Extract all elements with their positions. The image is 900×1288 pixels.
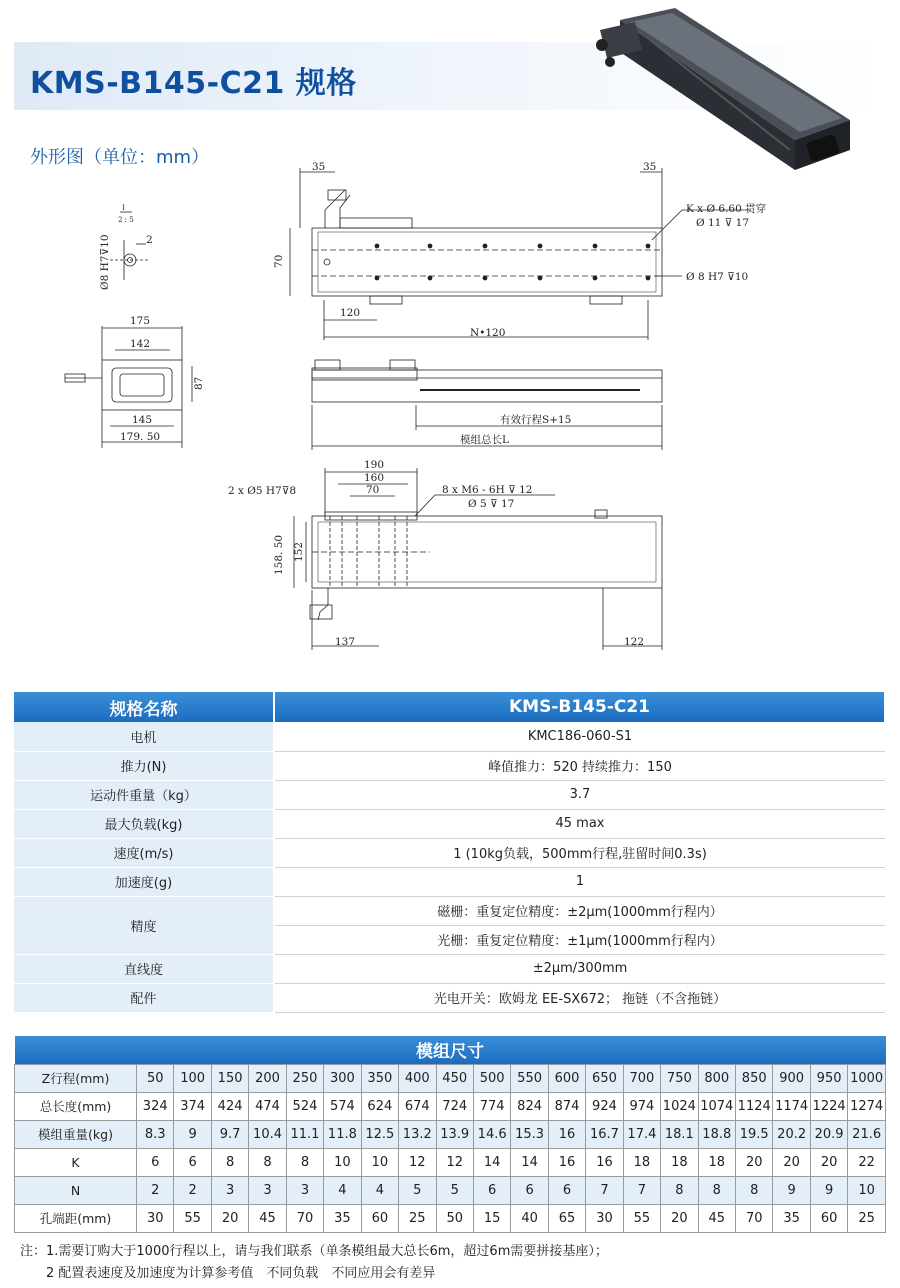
table-row xyxy=(14,751,885,780)
table-row xyxy=(14,722,885,751)
dimension-row-label: K xyxy=(15,1148,137,1176)
dimension-cell: 874 xyxy=(548,1092,585,1120)
spec-header-model: KMS-B145-C21 xyxy=(274,692,885,722)
dimension-cell: 20 xyxy=(661,1204,698,1232)
dimension-cell: 950 xyxy=(810,1064,847,1092)
dimension-cell: 8 xyxy=(736,1176,773,1204)
table-row xyxy=(14,954,885,983)
dim-158-50: 158. 50 xyxy=(273,534,285,575)
pin-note: Ø 8 H7 ⊽10 xyxy=(686,271,749,283)
dimension-cell: 50 xyxy=(436,1204,473,1232)
dimension-cell: 10 xyxy=(361,1148,398,1176)
dim-179-50: 179. 50 xyxy=(120,431,161,443)
dimension-cell: 150 xyxy=(211,1064,248,1092)
dimension-cell: 70 xyxy=(736,1204,773,1232)
detail-scale-top: I xyxy=(122,204,125,212)
dimension-cell: 14 xyxy=(473,1148,510,1176)
dimension-cell: 4 xyxy=(324,1176,361,1204)
dim-35-left: 35 xyxy=(312,161,326,173)
dimension-cell: 250 xyxy=(286,1064,323,1092)
dimension-cell: 9 xyxy=(174,1120,211,1148)
dimension-table-header xyxy=(15,1036,886,1064)
spec-label: 电机 xyxy=(14,722,274,751)
dimension-cell: 1274 xyxy=(848,1092,886,1120)
dimension-cell: 65 xyxy=(548,1204,585,1232)
dimension-cell: 100 xyxy=(174,1064,211,1092)
dimension-cell: 20 xyxy=(773,1148,810,1176)
dimension-cell: 5 xyxy=(436,1176,473,1204)
dimension-table-title: 模组尺寸 xyxy=(15,1036,886,1064)
dimension-cell: 16 xyxy=(548,1120,585,1148)
dimension-cell: 60 xyxy=(361,1204,398,1232)
dimension-cell: 18.1 xyxy=(661,1120,698,1148)
dimension-row-label: Z行程(mm) xyxy=(15,1064,137,1092)
hole-note-1: K x Ø 6.60 贯穿 xyxy=(686,203,767,215)
dimension-cell: 1000 xyxy=(848,1064,886,1092)
spec-value: 峰值推力：520 持续推力：150 xyxy=(274,751,885,780)
dim-137: 137 xyxy=(335,636,356,648)
dimension-cell: 50 xyxy=(137,1064,174,1092)
dimension-cell: 1124 xyxy=(736,1092,773,1120)
dimension-cell: 474 xyxy=(249,1092,286,1120)
dimension-cell: 574 xyxy=(324,1092,361,1120)
dimension-cell: 12 xyxy=(399,1148,436,1176)
dimension-cell: 900 xyxy=(773,1064,810,1092)
stroke-label: 有效行程S+15 xyxy=(500,414,572,426)
dimension-cell: 724 xyxy=(436,1092,473,1120)
dimension-cell: 25 xyxy=(399,1204,436,1232)
dimension-cell: 15.3 xyxy=(511,1120,548,1148)
spec-value: 3.7 xyxy=(274,780,885,809)
spec-label: 推力(N) xyxy=(14,751,274,780)
dimension-cell: 16 xyxy=(548,1148,585,1176)
dimension-cell: 55 xyxy=(623,1204,660,1232)
dimension-cell: 400 xyxy=(399,1064,436,1092)
spec-label: 运动件重量（kg） xyxy=(14,780,274,809)
dim-35-right: 35 xyxy=(643,161,657,173)
dimension-cell: 16.7 xyxy=(586,1120,623,1148)
dimension-cell: 21.6 xyxy=(848,1120,886,1148)
dimension-cell: 1024 xyxy=(661,1092,698,1120)
dimension-cell: 324 xyxy=(137,1092,174,1120)
dimension-cell: 10.4 xyxy=(249,1120,286,1148)
thread-note-1: 8 x M6 - 6H ⊽ 12 xyxy=(442,484,533,496)
dim-160: 160 xyxy=(364,472,385,484)
dimension-cell: 30 xyxy=(137,1204,174,1232)
dimension-cell: 45 xyxy=(249,1204,286,1232)
pin-note-2: 2 x Ø5 H7⊽8 xyxy=(228,485,297,497)
spec-value-precision-2: 光栅：重复定位精度：±1μm(1000mm行程内） xyxy=(274,925,885,954)
spec-table-header xyxy=(14,692,885,722)
table-row xyxy=(15,1176,886,1204)
table-row xyxy=(15,1120,886,1148)
dimension-cell: 924 xyxy=(586,1092,623,1120)
dimension-cell: 800 xyxy=(698,1064,735,1092)
dimension-cell: 16 xyxy=(586,1148,623,1176)
dimension-row-label: 模组重量(kg) xyxy=(15,1120,137,1148)
dimension-cell: 750 xyxy=(661,1064,698,1092)
dimension-cell: 13.2 xyxy=(399,1120,436,1148)
dimension-cell: 350 xyxy=(361,1064,398,1092)
spec-label-precision: 精度 xyxy=(14,896,274,954)
dimension-cell: 450 xyxy=(436,1064,473,1092)
dimension-row-label: N xyxy=(15,1176,137,1204)
dimension-cell: 3 xyxy=(249,1176,286,1204)
dimension-cell: 974 xyxy=(623,1092,660,1120)
spec-label: 加速度(g) xyxy=(14,867,274,896)
dimension-cell: 20 xyxy=(211,1204,248,1232)
dim-70: 70 xyxy=(273,254,285,268)
dimension-cell: 45 xyxy=(698,1204,735,1232)
note-1: 注：1.需要订购大于1000行程以上，请与我们联系（单条模组最大总长6m，超过6m需要拼接基座）； xyxy=(20,1244,608,1259)
dimension-cell: 550 xyxy=(511,1064,548,1092)
dimension-cell: 2 xyxy=(137,1176,174,1204)
spec-value: 1 xyxy=(274,867,885,896)
dimension-cell: 674 xyxy=(399,1092,436,1120)
dimension-cell: 35 xyxy=(324,1204,361,1232)
dimension-cell: 8 xyxy=(286,1148,323,1176)
dimension-cell: 70 xyxy=(286,1204,323,1232)
dimension-cell: 20.9 xyxy=(810,1120,847,1148)
dimension-cell: 5 xyxy=(399,1176,436,1204)
dimension-cell: 7 xyxy=(586,1176,623,1204)
dimension-cell: 9 xyxy=(810,1176,847,1204)
dimension-cell: 500 xyxy=(473,1064,510,1092)
technical-drawing xyxy=(50,150,850,670)
detail-dim-2: 2 xyxy=(146,234,153,246)
dimension-cell: 6 xyxy=(137,1148,174,1176)
spec-label: 速度(m/s) xyxy=(14,838,274,867)
dimension-cell: 35 xyxy=(773,1204,810,1232)
dimension-cell: 300 xyxy=(324,1064,361,1092)
dimension-cell: 19.5 xyxy=(736,1120,773,1148)
dim-87: 87 xyxy=(193,376,205,390)
dimension-cell: 1224 xyxy=(810,1092,847,1120)
dimension-cell: 700 xyxy=(623,1064,660,1092)
drawing-subtitle: 外形图（单位：mm） xyxy=(30,147,210,168)
dimension-cell: 2 xyxy=(174,1176,211,1204)
dimension-cell: 8 xyxy=(249,1148,286,1176)
table-row xyxy=(14,780,885,809)
dimension-cell: 14 xyxy=(511,1148,548,1176)
dimension-cell: 15 xyxy=(473,1204,510,1232)
total-length-label: 模组总长L xyxy=(460,434,509,446)
dimension-cell: 13.9 xyxy=(436,1120,473,1148)
dim-145: 145 xyxy=(132,414,153,426)
dimension-cell: 40 xyxy=(511,1204,548,1232)
dimension-table xyxy=(14,1036,886,1233)
table-row xyxy=(14,867,885,896)
spec-value: 光电开关：欧姆龙 EE-SX672； 拖链（不含拖链） xyxy=(274,983,885,1012)
dimension-cell: 11.1 xyxy=(286,1120,323,1148)
dimension-cell: 824 xyxy=(511,1092,548,1120)
hole-note-2: Ø 11 ⊽ 17 xyxy=(696,217,750,229)
dimension-cell: 650 xyxy=(586,1064,623,1092)
spec-value: ±2μm/300mm xyxy=(274,954,885,983)
dimension-cell: 30 xyxy=(586,1204,623,1232)
dimension-cell: 18 xyxy=(661,1148,698,1176)
dimension-cell: 4 xyxy=(361,1176,398,1204)
dimension-cell: 7 xyxy=(623,1176,660,1204)
dimension-cell: 424 xyxy=(211,1092,248,1120)
dimension-cell: 200 xyxy=(249,1064,286,1092)
dimension-cell: 12 xyxy=(436,1148,473,1176)
dimension-cell: 8 xyxy=(211,1148,248,1176)
dimension-cell: 6 xyxy=(473,1176,510,1204)
dimension-cell: 20.2 xyxy=(773,1120,810,1148)
dimension-cell: 22 xyxy=(848,1148,886,1176)
dimension-cell: 18 xyxy=(623,1148,660,1176)
dimension-cell: 374 xyxy=(174,1092,211,1120)
spec-label: 直线度 xyxy=(14,954,274,983)
dimension-cell: 20 xyxy=(810,1148,847,1176)
spec-value: KMC186-060-S1 xyxy=(274,722,885,751)
table-row xyxy=(14,809,885,838)
spec-value: 45 max xyxy=(274,809,885,838)
dimension-cell: 3 xyxy=(286,1176,323,1204)
dimension-cell: 850 xyxy=(736,1064,773,1092)
dimension-cell: 8 xyxy=(661,1176,698,1204)
dimension-cell: 25 xyxy=(848,1204,886,1232)
dimension-cell: 12.5 xyxy=(361,1120,398,1148)
dimension-cell: 18.8 xyxy=(698,1120,735,1148)
dim-70b: 70 xyxy=(366,484,380,496)
dimension-cell: 9.7 xyxy=(211,1120,248,1148)
dim-120: 120 xyxy=(340,307,361,319)
end-view xyxy=(65,326,192,448)
spec-label: 配件 xyxy=(14,983,274,1012)
dimension-cell: 60 xyxy=(810,1204,847,1232)
page-title: KMS-B145-C21 规格 xyxy=(30,66,357,101)
dimension-cell: 8 xyxy=(698,1176,735,1204)
dimension-cell: 55 xyxy=(174,1204,211,1232)
dimension-cell: 624 xyxy=(361,1092,398,1120)
thread-note-2: Ø 5 ⊽ 17 xyxy=(468,498,515,510)
table-row xyxy=(14,896,885,925)
spec-value: 1 (10kg负载，500mm行程,驻留时间0.3s) xyxy=(274,838,885,867)
spec-label: 最大负载(kg) xyxy=(14,809,274,838)
table-row xyxy=(15,1064,886,1092)
dimension-cell: 8.3 xyxy=(137,1120,174,1148)
dim-122: 122 xyxy=(624,636,645,648)
dimension-cell: 1174 xyxy=(773,1092,810,1120)
detail-scale-bottom: 2 : 5 xyxy=(118,216,134,224)
note-2: 2 配置表速度及加速度为计算参考值 不同负载 不同应用会有差异 xyxy=(46,1266,436,1281)
table-row xyxy=(15,1092,886,1120)
dimension-cell: 10 xyxy=(324,1148,361,1176)
spec-table xyxy=(14,692,886,1013)
dimension-cell: 9 xyxy=(773,1176,810,1204)
dim-142: 142 xyxy=(130,338,151,350)
table-row xyxy=(15,1204,886,1232)
dim-152: 152 xyxy=(293,541,305,562)
dimension-cell: 1074 xyxy=(698,1092,735,1120)
dimension-cell: 20 xyxy=(736,1148,773,1176)
dim-190: 190 xyxy=(364,459,385,471)
dimension-cell: 6 xyxy=(174,1148,211,1176)
dimension-cell: 14.6 xyxy=(473,1120,510,1148)
table-row xyxy=(15,1148,886,1176)
dimension-cell: 6 xyxy=(548,1176,585,1204)
dim-n120: N•120 xyxy=(470,327,506,339)
dimension-cell: 6 xyxy=(511,1176,548,1204)
table-row xyxy=(14,838,885,867)
spec-header-name: 规格名称 xyxy=(14,692,274,722)
dimension-cell: 17.4 xyxy=(623,1120,660,1148)
dimension-cell: 10 xyxy=(848,1176,886,1204)
dimension-cell: 3 xyxy=(211,1176,248,1204)
table-row xyxy=(14,983,885,1012)
dimension-cell: 18 xyxy=(698,1148,735,1176)
detail-pin-note: Ø8 H7⊽10 xyxy=(99,234,111,290)
dimension-cell: 11.8 xyxy=(324,1120,361,1148)
dim-175: 175 xyxy=(130,315,151,327)
dimension-cell: 524 xyxy=(286,1092,323,1120)
dimension-row-label: 总长度(mm) xyxy=(15,1092,137,1120)
dimension-cell: 774 xyxy=(473,1092,510,1120)
dimension-cell: 600 xyxy=(548,1064,585,1092)
dimension-row-label: 孔端距(mm) xyxy=(15,1204,137,1232)
spec-value-precision-1: 磁栅：重复定位精度：±2μm(1000mm行程内） xyxy=(274,896,885,925)
